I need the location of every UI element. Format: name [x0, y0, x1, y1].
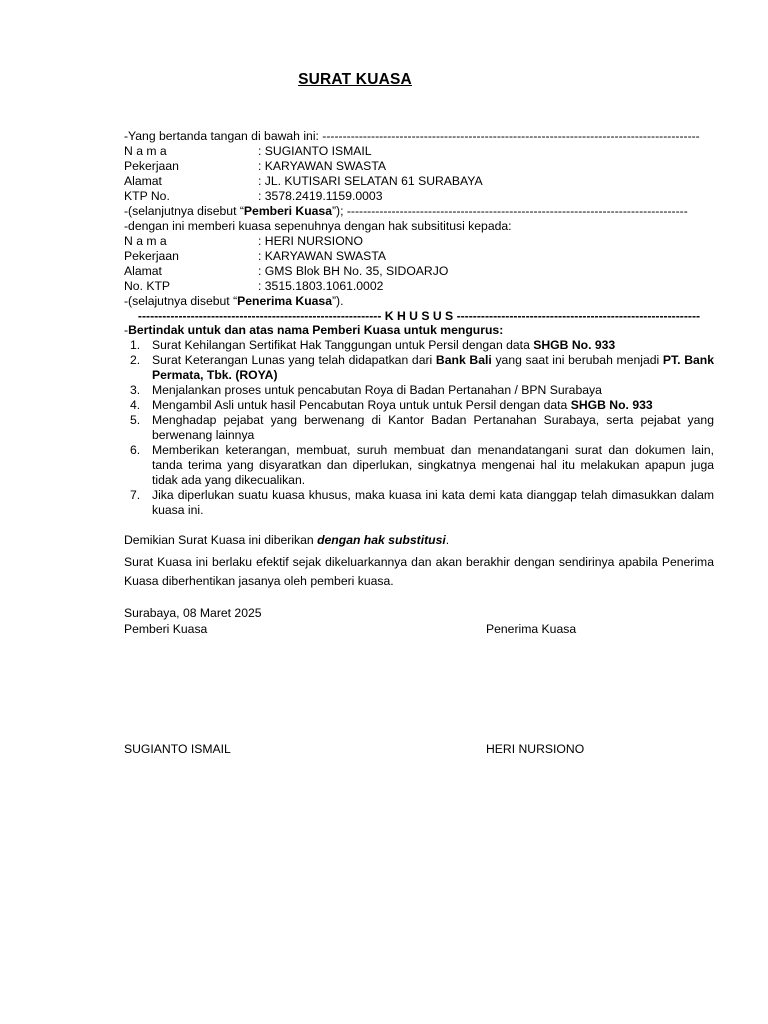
ref-suffix: ”). [331, 294, 344, 308]
field-value: : JL. KUTISARI SELATAN 61 SURABAYA [258, 174, 483, 188]
validity-statement: Surat Kuasa ini berlaku efektif sejak dikeluarkannya dan akan berakhir dengan sendirinya apabila Penerima Kuasa diberhentikan jasanya oleh pemberi kuasa. [124, 555, 714, 588]
field-label: Pekerjaan [124, 159, 179, 173]
field-value: : KARYAWAN SWASTA [258, 249, 386, 263]
task-intro-dash: - [124, 323, 129, 337]
task-list [124, 338, 714, 518]
grantor-reference-line [124, 204, 714, 219]
grant-line: -dengan ini memberi kuasa sepenuhnya dengan hak subsititusi kepada: [124, 219, 512, 233]
field-value: : HERI NURSIONO [258, 234, 363, 248]
closing-emphasis: dengan hak substitusi [317, 533, 446, 547]
grantor-signature-name: SUGIANTO ISMAIL [124, 742, 231, 756]
ref-term: Penerima Kuasa [237, 294, 332, 308]
task-number: 5. [130, 413, 141, 427]
grantor-job-row [124, 159, 386, 174]
task-number: 2. [130, 353, 141, 367]
task-intro [124, 323, 714, 338]
intro-line: -Yang bertanda tangan di bawah ini: --------------------------------------------------------------------------------------------- [124, 129, 700, 143]
field-label: KTP No. [124, 189, 170, 203]
ref-prefix: -(selajutnya disebut “ [124, 294, 238, 308]
task-text: Mengambil Asli untuk hasil Pencabutan Roya untuk untuk Persil dengan data [152, 398, 571, 412]
task-number: 3. [130, 383, 141, 397]
grantor-name-row [124, 144, 372, 159]
ref-term: Pemberi Kuasa [243, 204, 332, 218]
field-label: Alamat [124, 264, 162, 278]
field-label: Pekerjaan [124, 249, 179, 263]
task-emphasis: Bank Bali [435, 353, 492, 367]
task-emphasis: SHGB No. 933 [533, 338, 616, 352]
khusus-divider: ------------------------------------------------------------ K H U S U S ------------------------------------------------------------ [137, 309, 701, 323]
task-item [124, 353, 714, 383]
grantee-ktp-row [124, 279, 383, 294]
grantee-job-row [124, 249, 386, 264]
field-label: No. KTP [124, 279, 171, 293]
task-item [124, 338, 714, 353]
field-value: : 3515.1803.1061.0002 [258, 279, 384, 293]
grantee-role-label: Penerima Kuasa [486, 622, 577, 636]
task-text: Jika diperlukan suatu kuasa khusus, maka kuasa ini kata demi kata dianggap telah dimasukkan dalam kuasa ini. [152, 488, 714, 517]
field-value: : GMS Blok BH No. 35, SIDOARJO [258, 264, 449, 278]
field-value: : SUGIANTO ISMAIL [258, 144, 372, 158]
ref-suffix: ”); ------------------------------------------------------------------------------------ [331, 204, 688, 218]
ref-prefix: -(selanjutnya disebut “ [124, 204, 244, 218]
task-item [124, 413, 714, 443]
task-text: Menghadap pejabat yang berwenang di Kantor Badan Pertanahan Surabaya, serta pejabat yang berwenang lainnya [152, 413, 714, 442]
grantor-role-label: Pemberi Kuasa [124, 622, 208, 636]
closing-prefix: Demikian Surat Kuasa ini diberikan [124, 533, 318, 547]
task-number: 1. [130, 338, 141, 352]
task-item [124, 443, 714, 488]
task-emphasis: PT. Bank Permata, Tbk. (ROYA) [152, 353, 714, 382]
task-text: Menjalankan proses untuk pencabutan Roya di Badan Pertanahan / BPN Surabaya [152, 383, 602, 397]
field-value: : 3578.2419.1159.0003 [258, 189, 383, 203]
closing-statement [124, 533, 714, 548]
field-label: N a m a [124, 234, 167, 248]
task-item [124, 383, 714, 398]
field-value: : KARYAWAN SWASTA [258, 159, 386, 173]
task-text: yang saat ini berubah menjadi [491, 353, 663, 367]
field-label: N a m a [124, 144, 167, 158]
task-item [124, 398, 714, 413]
grantee-address-row [124, 264, 448, 279]
place-date: Surabaya, 08 Maret 2025 [124, 606, 262, 620]
task-intro-text: Bertindak untuk dan atas nama Pemberi Kuasa untuk mengurus: [128, 323, 504, 337]
field-label: Alamat [124, 174, 162, 188]
grantor-ktp-row [124, 189, 382, 204]
task-text: Surat Keterangan Lunas yang telah didapatkan dari [152, 353, 436, 367]
task-number: 4. [130, 398, 141, 412]
grantee-signature-name: HERI NURSIONO [486, 742, 585, 756]
grantee-name-row [124, 234, 363, 249]
document-title: SURAT KUASA [298, 71, 412, 88]
task-item [124, 488, 714, 518]
task-text: Surat Kehilangan Sertifikat Hak Tanggungan untuk Persil dengan data [152, 338, 534, 352]
grantor-address-row [124, 174, 483, 189]
task-emphasis: SHGB No. 933 [570, 398, 653, 412]
task-number: 7. [130, 488, 141, 502]
task-number: 6. [130, 443, 141, 457]
grantee-reference-line [124, 294, 714, 309]
closing-suffix: . [445, 533, 450, 547]
task-text: Memberikan keterangan, membuat, suruh membuat dan menandatangani surat dan dokumen lain, tanda terima yang disyaratkan dan diperlukan, singkatnya mengenai hal itu melakukan apapun juga tidak ada yang dikecualikan. [152, 443, 714, 487]
